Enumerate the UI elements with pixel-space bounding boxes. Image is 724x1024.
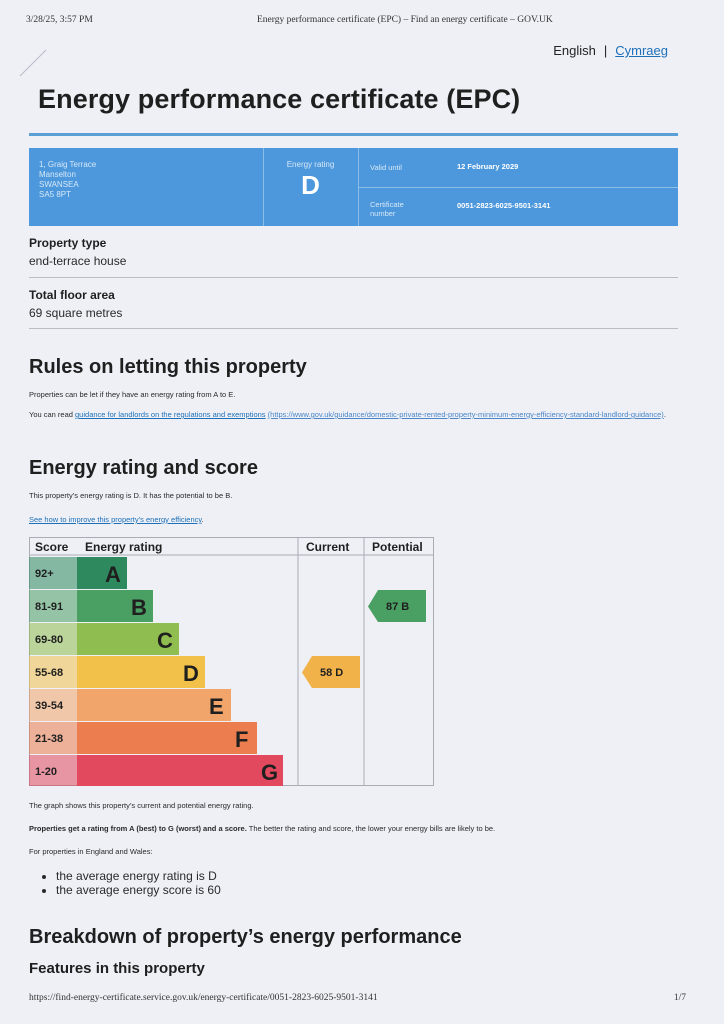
- band-score-label: 21-38: [35, 733, 64, 745]
- valid-until-value: 12 February 2029: [457, 162, 519, 171]
- energy-rating-heading: Energy rating and score: [29, 457, 258, 479]
- summary-divider: [29, 277, 678, 278]
- improve-link-suffix: .: [201, 515, 204, 524]
- list-item: • the average energy rating is D: [56, 869, 221, 883]
- rating-explanation-bold: Properties get a rating from A (best) to G (worst) and a score.: [29, 824, 247, 833]
- band-bar-g: [77, 755, 283, 786]
- band-score-label: 69-80: [35, 634, 64, 646]
- language-welsh-link[interactable]: Cymraeg: [615, 43, 668, 58]
- language-english: English: [553, 43, 596, 58]
- certificate-number-label: Certificate number: [370, 200, 404, 218]
- rating-explanation-rest: The better the rating and score, the lower your energy bills are likely to be.: [246, 824, 496, 833]
- band-bar-f: [77, 722, 257, 754]
- features-heading: Features in this property: [29, 960, 205, 977]
- address-line: SA5 8PT: [39, 190, 72, 199]
- graph-note: The graph shows this property’s current and potential energy rating.: [29, 801, 254, 810]
- chart-column-header: Score: [35, 540, 69, 554]
- language-separator: |: [603, 43, 608, 58]
- guidance-suffix: .: [663, 410, 666, 419]
- print-page-number: 1/7: [673, 993, 686, 1003]
- property-type-label: Property type: [29, 236, 107, 250]
- energy-rating-letter: D: [301, 170, 320, 200]
- letting-guidance-text: [29, 410, 679, 420]
- band-bar-e: [77, 689, 231, 721]
- letting-rule-text: Properties can be let if they have an energy rating from A to E.: [29, 390, 236, 399]
- language-switcher: [553, 43, 668, 58]
- band-letter-label: G: [261, 760, 279, 785]
- band-letter-label: D: [183, 661, 199, 686]
- chart-column-header: Current: [306, 540, 350, 554]
- floor-area-label: Total floor area: [29, 288, 115, 302]
- print-header: [26, 15, 698, 29]
- band-score-label: 1-20: [35, 766, 58, 778]
- letting-heading: Rules on letting this property: [29, 356, 307, 378]
- band-score-label: 39-54: [35, 700, 64, 712]
- band-score-label: 92+: [35, 568, 54, 580]
- list-item: • the average energy score is 60: [56, 883, 221, 897]
- address-line: 1, Graig Terrace: [39, 160, 97, 169]
- england-wales-note: For properties in England and Wales:: [29, 847, 153, 856]
- address-line: Manselton: [39, 170, 76, 179]
- guidance-url[interactable]: (https://www.gov.uk/guidance/domestic-private-rented-property-minimum-energy-efficiency-standard-landlord-guidance): [267, 410, 664, 419]
- potential-rating-label: 87 B: [386, 601, 410, 613]
- energy-rating-intro: This property’s energy rating is D. It has the potential to be B.: [29, 491, 233, 500]
- print-footer: [29, 993, 686, 1003]
- band-letter-label: B: [131, 595, 147, 620]
- print-doc-title: Energy performance certificate (EPC) – Find an energy certificate – GOV.UK: [257, 15, 553, 25]
- floor-area-value: 69 square metres: [29, 306, 123, 320]
- print-footer-url: https://find-energy-certificate.service.gov.uk/energy-certificate/0051-2823-6025-9501-3141: [29, 993, 378, 1003]
- band-letter-label: C: [157, 628, 173, 653]
- valid-until-label: Valid until: [370, 163, 402, 172]
- guidance-link[interactable]: guidance for landlords on the regulations and exemptions: [75, 410, 266, 419]
- certificate-summary-box: [29, 148, 678, 226]
- address-line: SWANSEA: [39, 180, 79, 189]
- page-title: Energy performance certificate (EPC): [38, 84, 521, 114]
- guidance-prefix: You can read: [29, 410, 76, 419]
- print-date: 3/28/25, 3:57 PM: [26, 15, 93, 25]
- scan-mark: [18, 48, 48, 78]
- box-divider: [358, 187, 678, 188]
- improve-link-line: [29, 515, 204, 525]
- band-letter-label: F: [235, 727, 249, 752]
- summary-divider: [29, 328, 678, 329]
- band-letter-label: A: [105, 562, 121, 587]
- band-score-label: 55-68: [35, 667, 64, 679]
- breakdown-heading: Breakdown of property’s energy performance: [29, 926, 462, 948]
- title-divider: [29, 133, 678, 136]
- chart-column-header: Energy rating: [85, 540, 163, 554]
- property-address: [39, 160, 96, 200]
- chart-column-header: Potential: [372, 540, 423, 554]
- band-letter-label: E: [209, 694, 224, 719]
- rating-explanation: [29, 824, 495, 834]
- energy-rating-chart: [29, 537, 434, 786]
- current-rating-label: 58 D: [320, 667, 344, 679]
- band-score-label: 81-91: [35, 601, 64, 613]
- energy-rating-label: Energy rating: [286, 160, 335, 169]
- property-type-value: end-terrace house: [29, 254, 127, 268]
- improve-efficiency-link[interactable]: See how to improve this property’s energy efficiency: [29, 515, 202, 524]
- certificate-number-value: 0051-2823-6025-9501-3141: [457, 201, 551, 210]
- average-list: [44, 869, 221, 897]
